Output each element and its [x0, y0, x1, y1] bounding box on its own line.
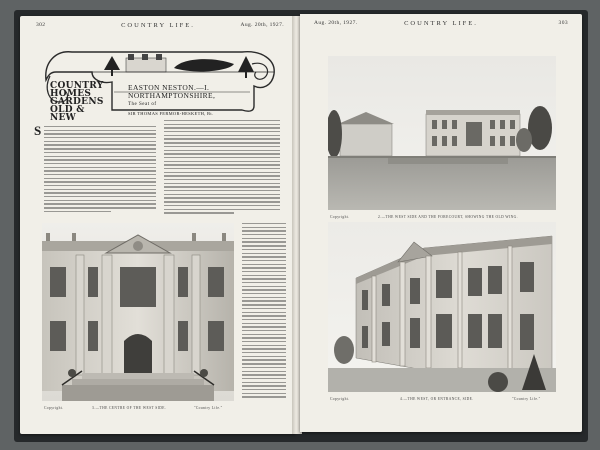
text-line — [164, 124, 280, 125]
text-line — [44, 126, 156, 127]
text-line — [242, 352, 286, 353]
text-line — [242, 267, 286, 268]
text-line — [242, 359, 286, 360]
text-line — [242, 315, 286, 316]
text-line — [44, 211, 111, 212]
text-line — [44, 152, 156, 153]
right-page — [300, 14, 582, 432]
text-line — [242, 271, 286, 272]
right-running-title: COUNTRY LIFE. — [404, 20, 478, 27]
text-line — [164, 153, 280, 154]
text-line — [242, 393, 286, 394]
left-running-title: COUNTRY LIFE. — [121, 22, 195, 29]
photo-centre-of-west-side — [42, 223, 234, 401]
series-title-line-3: GARDENS — [50, 97, 104, 107]
series-title-line-1: COUNTRY — [50, 81, 104, 91]
text-line — [242, 374, 286, 375]
text-line — [242, 319, 286, 320]
text-line — [242, 323, 286, 324]
right-running-head — [300, 20, 582, 30]
text-line — [242, 297, 286, 298]
text-line — [44, 207, 156, 208]
text-line — [164, 190, 280, 191]
text-line — [44, 174, 156, 175]
photo-3-caption: 3.—THE CENTRE OF THE WEST SIDE. — [92, 406, 167, 410]
text-line — [242, 256, 286, 257]
left-page — [20, 16, 296, 434]
text-line — [242, 312, 286, 313]
text-line — [164, 142, 280, 143]
text-line — [242, 356, 286, 357]
text-line — [242, 330, 286, 331]
text-line — [44, 167, 156, 168]
text-line — [164, 135, 280, 136]
text-line — [242, 363, 286, 364]
text-line — [242, 282, 286, 283]
text-line — [164, 127, 280, 128]
text-line — [242, 396, 286, 397]
text-line — [44, 185, 156, 186]
text-line — [44, 163, 156, 164]
text-line — [242, 286, 286, 287]
series-title — [50, 82, 110, 122]
text-line — [44, 170, 156, 171]
text-line — [242, 223, 286, 224]
text-line — [242, 264, 286, 265]
article-author: SIR THOMAS FERMOR-HESKETH, Bt. — [128, 111, 214, 116]
article-place: NORTHAMPTONSHIRE, — [128, 91, 216, 100]
right-page-number: 303 — [558, 20, 568, 26]
text-line — [164, 205, 280, 206]
text-line — [242, 289, 286, 290]
text-line — [164, 183, 280, 184]
text-line — [164, 131, 280, 132]
text-line — [242, 367, 286, 368]
text-line — [164, 212, 234, 213]
text-line — [242, 337, 286, 338]
text-line — [164, 186, 280, 187]
text-line — [44, 144, 156, 145]
text-line — [164, 161, 280, 162]
photo-4-credit: "Country Life." — [512, 397, 541, 401]
text-line — [242, 304, 286, 305]
text-line — [44, 181, 156, 182]
left-page-date: Aug. 20th, 1927. — [240, 22, 284, 28]
text-line — [44, 159, 156, 160]
left-text-column-3 — [242, 223, 286, 400]
text-line — [44, 203, 156, 204]
left-page-number: 302 — [36, 22, 46, 28]
text-line — [164, 168, 280, 169]
text-line — [164, 157, 280, 158]
left-text-column-2 — [164, 120, 280, 216]
text-line — [242, 230, 286, 231]
text-line — [164, 175, 280, 176]
text-line — [44, 137, 156, 138]
text-line — [164, 201, 280, 202]
text-line — [242, 378, 286, 379]
text-line — [164, 209, 280, 210]
text-line — [164, 146, 280, 147]
photo-2-caption: 2.—THE WEST SIDE AND THE FORECOURT, SHOWING THE OLD WING. — [378, 215, 518, 219]
text-line — [164, 164, 280, 165]
article-subtitle: The Seat of — [128, 102, 157, 107]
text-line — [242, 241, 286, 242]
text-line — [242, 249, 286, 250]
photo-4-copyright: Copyright. — [330, 397, 350, 401]
text-line — [164, 138, 280, 139]
photo-3-credit: "Country Life." — [194, 406, 223, 410]
photo-2-copyright: Copyright. — [330, 215, 350, 219]
text-line — [242, 348, 286, 349]
text-line — [44, 133, 156, 134]
text-line — [164, 172, 280, 173]
series-title-line-4: OLD & NEW — [50, 105, 85, 123]
text-line — [242, 234, 286, 235]
text-line — [242, 385, 286, 386]
text-line — [44, 200, 156, 201]
text-line — [242, 389, 286, 390]
text-line — [242, 382, 286, 383]
text-line — [242, 238, 286, 239]
masthead — [42, 42, 280, 123]
photo-west-entrance-side — [328, 222, 556, 392]
text-line — [242, 341, 286, 342]
left-text-column-1 — [44, 126, 156, 215]
text-line — [242, 326, 286, 327]
text-line — [44, 148, 156, 149]
text-line — [164, 179, 280, 180]
text-line — [164, 194, 280, 195]
text-line — [44, 196, 156, 197]
article-title: EASTON NESTON.—I. — [128, 83, 210, 92]
text-line — [242, 245, 286, 246]
text-line — [44, 192, 156, 193]
text-line — [44, 141, 156, 142]
photo-4-caption: 4.—THE WEST, OR ENTRANCE, SIDE. — [400, 397, 474, 401]
text-line — [44, 178, 156, 179]
text-line — [242, 345, 286, 346]
left-running-head — [20, 22, 296, 32]
text-line — [242, 227, 286, 228]
series-title-line-2: HOMES — [50, 89, 92, 99]
text-line — [44, 189, 156, 190]
text-line — [164, 197, 280, 198]
article-heading — [128, 84, 278, 118]
text-line — [242, 253, 286, 254]
text-line — [242, 278, 286, 279]
text-line — [242, 371, 286, 372]
text-line — [44, 156, 156, 157]
text-line — [242, 275, 286, 276]
text-line — [242, 334, 286, 335]
text-line — [44, 130, 156, 131]
photo-west-side-and-forecourt — [328, 56, 556, 210]
right-page-date: Aug. 20th, 1927. — [314, 20, 358, 26]
drop-cap: S — [34, 123, 42, 138]
text-line — [242, 260, 286, 261]
photo-3-copyright: Copyright. — [44, 406, 64, 410]
text-line — [242, 293, 286, 294]
text-line — [164, 150, 280, 151]
text-line — [242, 308, 286, 309]
text-line — [242, 300, 286, 301]
text-line — [164, 120, 280, 121]
